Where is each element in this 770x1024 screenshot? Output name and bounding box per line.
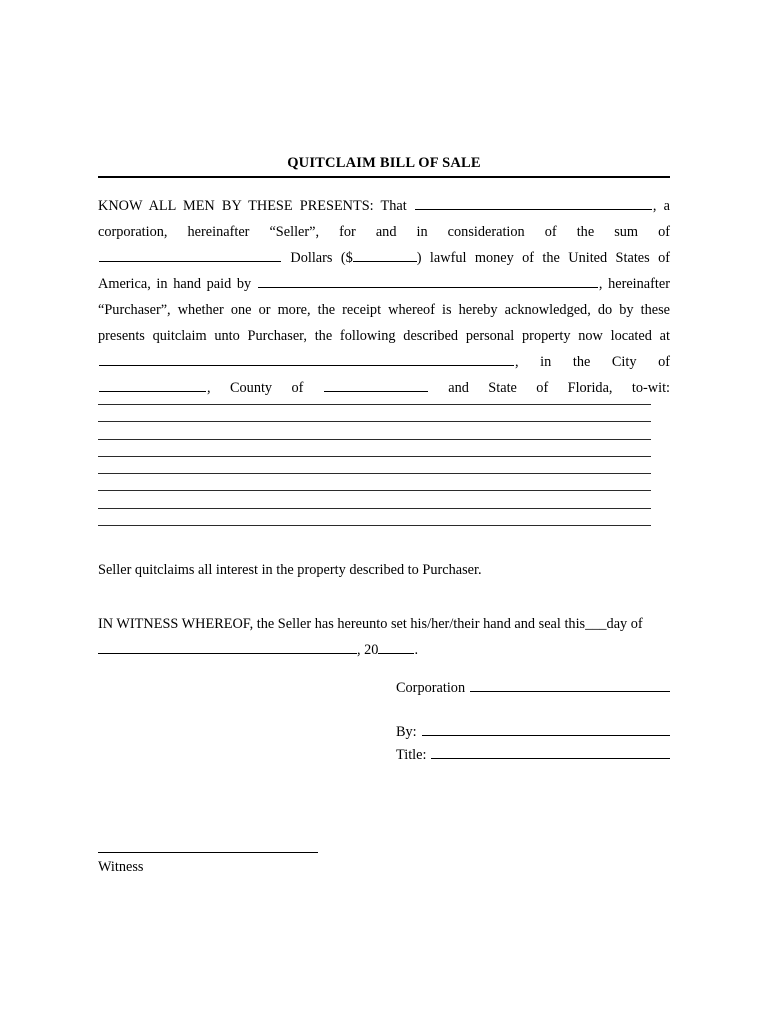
title-label: Title: xyxy=(396,747,427,764)
recital-paragraph xyxy=(98,193,670,427)
by-label: By: xyxy=(396,724,417,741)
title-row xyxy=(396,745,670,764)
property-description-line[interactable] xyxy=(98,525,651,526)
corporation-label: Corporation xyxy=(396,680,466,697)
month-blank[interactable] xyxy=(98,640,357,654)
county-blank[interactable] xyxy=(324,378,428,392)
year-blank[interactable] xyxy=(378,640,414,654)
recital-text-7: , County of xyxy=(207,380,304,396)
by-signature-blank[interactable] xyxy=(422,722,670,736)
title-underline-rule xyxy=(98,176,670,178)
witness-whereof-clause xyxy=(98,611,670,663)
recital-text-8: and State of Florida, to-wit: xyxy=(448,380,671,396)
witness-label: Witness xyxy=(98,859,144,875)
property-description-lines xyxy=(98,404,651,542)
witness-clause-text-1: IN WITNESS WHEREOF, the Seller has hereunto set his/her/their hand and seal this___day of xyxy=(98,616,643,632)
signature-block xyxy=(396,678,670,764)
body-paragraph xyxy=(98,193,670,427)
quitclaim-statement: Seller quitclaims all interest in the property described to Purchaser. xyxy=(98,562,482,578)
property-description-line[interactable] xyxy=(98,473,651,474)
corporation-row xyxy=(396,678,670,697)
city-blank[interactable] xyxy=(99,378,206,392)
sum-words-blank[interactable] xyxy=(99,248,281,262)
witness-signature-blank[interactable] xyxy=(98,852,318,853)
corporation-name-blank[interactable] xyxy=(470,678,670,692)
recital-text-1: KNOW ALL MEN BY THESE PRESENTS: That xyxy=(98,198,407,214)
property-description-line[interactable] xyxy=(98,456,651,457)
witness-signature-block xyxy=(98,852,318,877)
property-description-line[interactable] xyxy=(98,421,651,422)
witness-clause-text-3: . xyxy=(414,642,419,658)
sum-amount-blank[interactable] xyxy=(353,248,417,262)
recital-text-2: , a corporation, hereinafter “Seller”, for and in consideration of the sum of xyxy=(98,198,670,240)
recital-text-3: Dollars ($ xyxy=(290,250,353,266)
property-description-line[interactable] xyxy=(98,439,651,440)
property-description-line[interactable] xyxy=(98,490,651,491)
recital-text-5: , hereinafter “Purchaser”, whether one or more, the receipt whereof is hereby acknowledged, do by these presents quitclaim unto Purchaser, the following described personal property now located at xyxy=(98,276,670,344)
title-value-blank[interactable] xyxy=(431,745,670,759)
recital-text-6: , in the City of xyxy=(515,354,670,370)
property-description-line[interactable] xyxy=(98,404,651,405)
recital-text-4: ) lawful money of the United States of America, in hand paid by xyxy=(98,250,670,292)
witness-clause-text-2: , 20 xyxy=(357,642,379,658)
purchaser-name-blank[interactable] xyxy=(258,274,598,288)
property-description-line[interactable] xyxy=(98,508,651,509)
seller-name-blank[interactable] xyxy=(415,196,652,210)
by-row xyxy=(396,722,670,741)
property-location-blank[interactable] xyxy=(99,352,514,366)
page-title: QUITCLAIM BILL OF SALE xyxy=(287,155,481,171)
